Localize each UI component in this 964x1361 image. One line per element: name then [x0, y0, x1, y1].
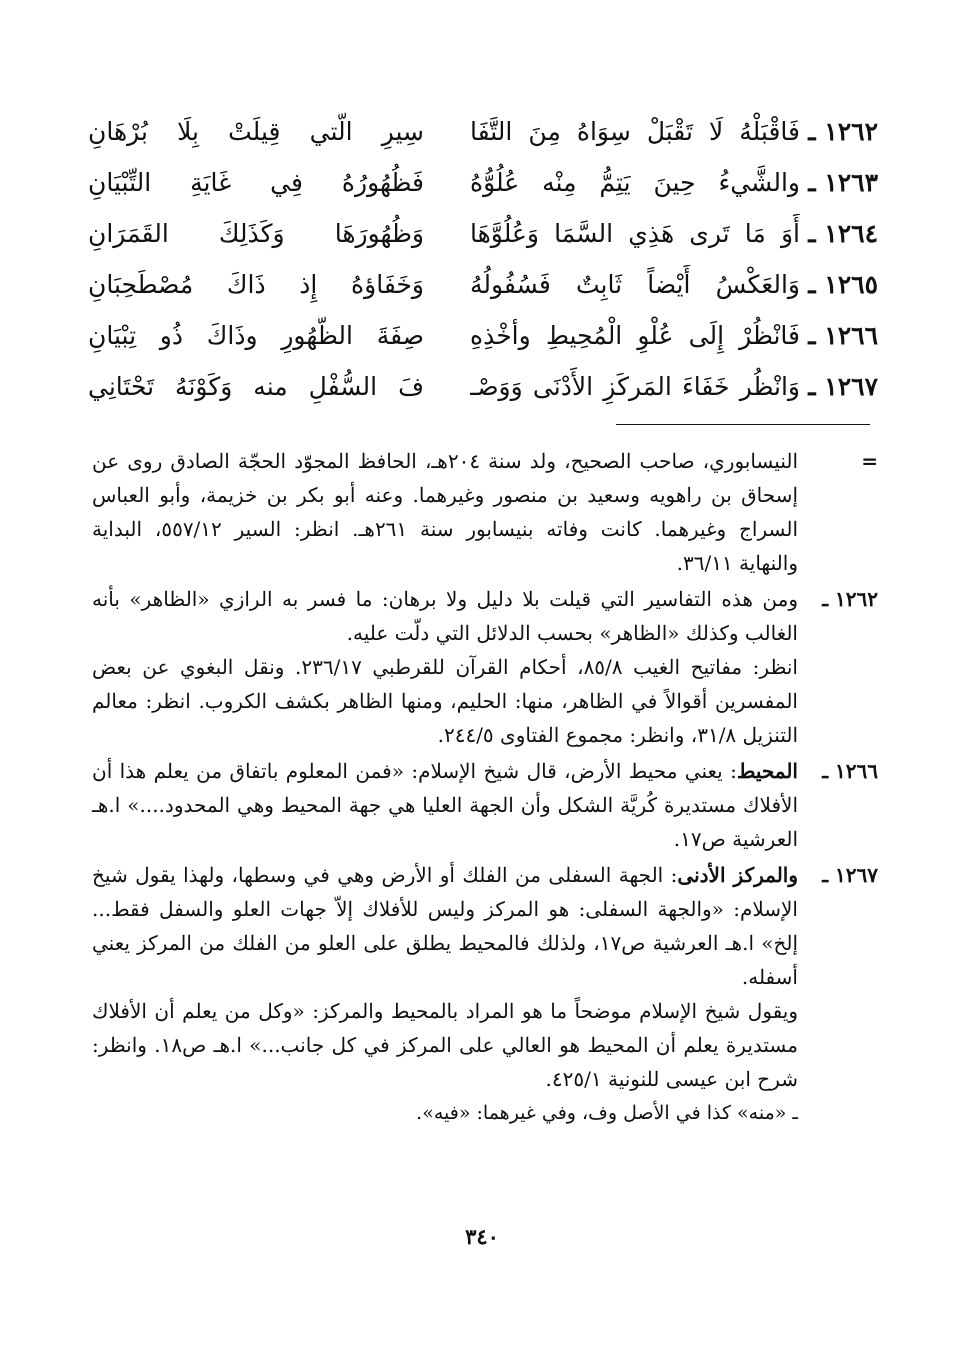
footnote-text: : يعني محيط الأرض، قال شيخ الإسلام: «فمن المعلوم باتفاق من يعلم هذا أن الأفلاك مستديرة كُريَّة الشكل وأن الجهة العليا هي جهة المحيط وهي المحدود....» ا.هـ العرشية ص١٧. — [92, 759, 798, 851]
verse-number: ١٢٦٦ ـ — [808, 321, 878, 350]
footnotes — [88, 444, 878, 1132]
footnote-heading: المحيط — [736, 759, 798, 783]
footnote-text: النيسابوري، صاحب الصحيح، ولد سنة ٢٠٤هـ، الحافظ المجوّد الحجّة الصادق روى عن إسحاق بن راهويه وسعيد بن منصور وغيرهما. وعنه أبو بكر بن خزيمة، وأبو العباس السراج وغيرهما. كانت وفاته بنيسابور سنة ٢٦١هـ. انظر: السير ٥٥٧/١٢، البداية والنهاية ٣٦/١١. — [92, 449, 799, 575]
footnote-separator — [616, 424, 870, 425]
verse-second-hemistich: وَخَفَاؤهُ إِذ ذَاكَ مُصْطَحِبَانِ — [88, 270, 424, 299]
verse-first-hemistich: والشَّيءُ حِينَ يَتِمُّ مِنْه عُلُوُّهُ — [470, 168, 800, 197]
verse-number: ١٢٦٣ ـ — [808, 168, 878, 197]
verse-first-hemistich: وَالعَكْسُ أَيْضاً ثَابِتٌ فَسُفُولُهُ — [470, 270, 800, 299]
footnote — [88, 754, 878, 856]
poem-verses — [88, 112, 878, 418]
footnote-text: ومن هذه التفاسير التي قيلت بلا دليل ولا برهان: ما فسر به الرازي «الظاهر» بأنه الغالب وكذلك «الظاهر» بحسب الدلائل التي دلّت عليه. — [92, 587, 798, 645]
verse-first-hemistich: فَانْظُرْ إِلَى عُلْوِ الْمُحِيطِ وأخْذِهِ — [470, 321, 800, 350]
verse-line — [88, 316, 878, 367]
page-number: ٣٤٠ — [465, 1224, 499, 1249]
verse-line — [88, 214, 878, 265]
verse-number: ١٢٦٧ ـ — [808, 372, 878, 401]
footnote-text: : الجهة السفلى من الفلك أو الأرض وهي في وسطها، ولهذا يقول شيخ الإسلام: «والجهة السفلى: هو المركز وليس للأفلاك إلاّ جهات العلو والسفل فقط... إلخ» ا.هـ العرشية ص١٧، ولذلك فالمحيط يطلق على العلو من الفلك من المركز يعني أسفله. — [92, 863, 799, 989]
verse-line — [88, 265, 878, 316]
footnote-heading: والمركز الأدنى — [677, 863, 799, 887]
verse-line — [88, 112, 878, 163]
footnote-text: ويقول شيخ الإسلام موضحاً ما هو المراد بالمحيط والمركز: «وكل من يعلم أن الأفلاك مستديرة يعلم أن المحيط هو العالي على المركز في كل جانب...» ا.هـ ص١٨. وانظر: شرح ابن عيسى للنونية ٤٢٥/١. — [92, 999, 798, 1091]
verse-first-hemistich: وَانْظُر خَفَاءَ المَركَزِ الأَدْنَى وَوَصْـ — [470, 372, 800, 401]
footnote-marker: = — [861, 449, 878, 473]
verse-first-hemistich: فَاقْبَلْهُ لَا تَقْبَلْ سِوَاهُ مِنَ التَّفَا — [470, 117, 800, 146]
verse-line — [88, 163, 878, 214]
verse-second-hemistich: فَظُهُورُهُ فِي غَايَةِ التِّبْيَانِ — [88, 168, 424, 197]
footnote-marker: ١٢٦٦ ـ — [822, 759, 878, 783]
footnote — [88, 582, 878, 752]
verse-number: ١٢٦٥ ـ — [808, 270, 878, 299]
footnote-marker: ١٢٦٧ ـ — [822, 863, 878, 887]
verse-first-hemistich: أَوَ مَا تَرى هَذِي السَّمَا وَعُلُوَّهَا — [470, 219, 800, 248]
variant-note: ـ «منه» كذا في الأصل وف، وفي غيرهما: «فيه». — [416, 1102, 798, 1124]
footnote-marker: ١٢٦٢ ـ — [822, 587, 878, 611]
footnote — [88, 444, 878, 580]
verse-second-hemistich: فَ السُّفْلِ منه وَكَوْنَهُ تَحْتَانِي — [88, 372, 424, 401]
verse-second-hemistich: صِفَةَ الظُّهُورِ وذَاكَ ذُو تِبْيَانِ — [88, 321, 424, 350]
verse-number: ١٢٦٢ ـ — [808, 117, 878, 146]
verse-second-hemistich: سِيرِ الَّتي قِيلَتْ بِلَا بُرْهَانِ — [88, 117, 424, 146]
verse-number: ١٢٦٤ ـ — [808, 219, 878, 248]
verse-line — [88, 367, 878, 418]
footnote-text: انظر: مفاتيح الغيب ٨٥/٨، أحكام القرآن للقرطبي ٢٣٦/١٧. ونقل البغوي عن بعض المفسرين أقوالاً في الظاهر، منها: الحليم، ومنها الظاهر بكشف الكروب. انظر: معالم التنزيل ٣١/٨، وانظر: مجموع الفتاوى ٢٤٤/٥. — [92, 655, 798, 747]
verse-second-hemistich: وَظُهُورَهَا وَكَذَلِكَ القَمَرَانِ — [88, 219, 424, 248]
footnote — [88, 858, 878, 1130]
